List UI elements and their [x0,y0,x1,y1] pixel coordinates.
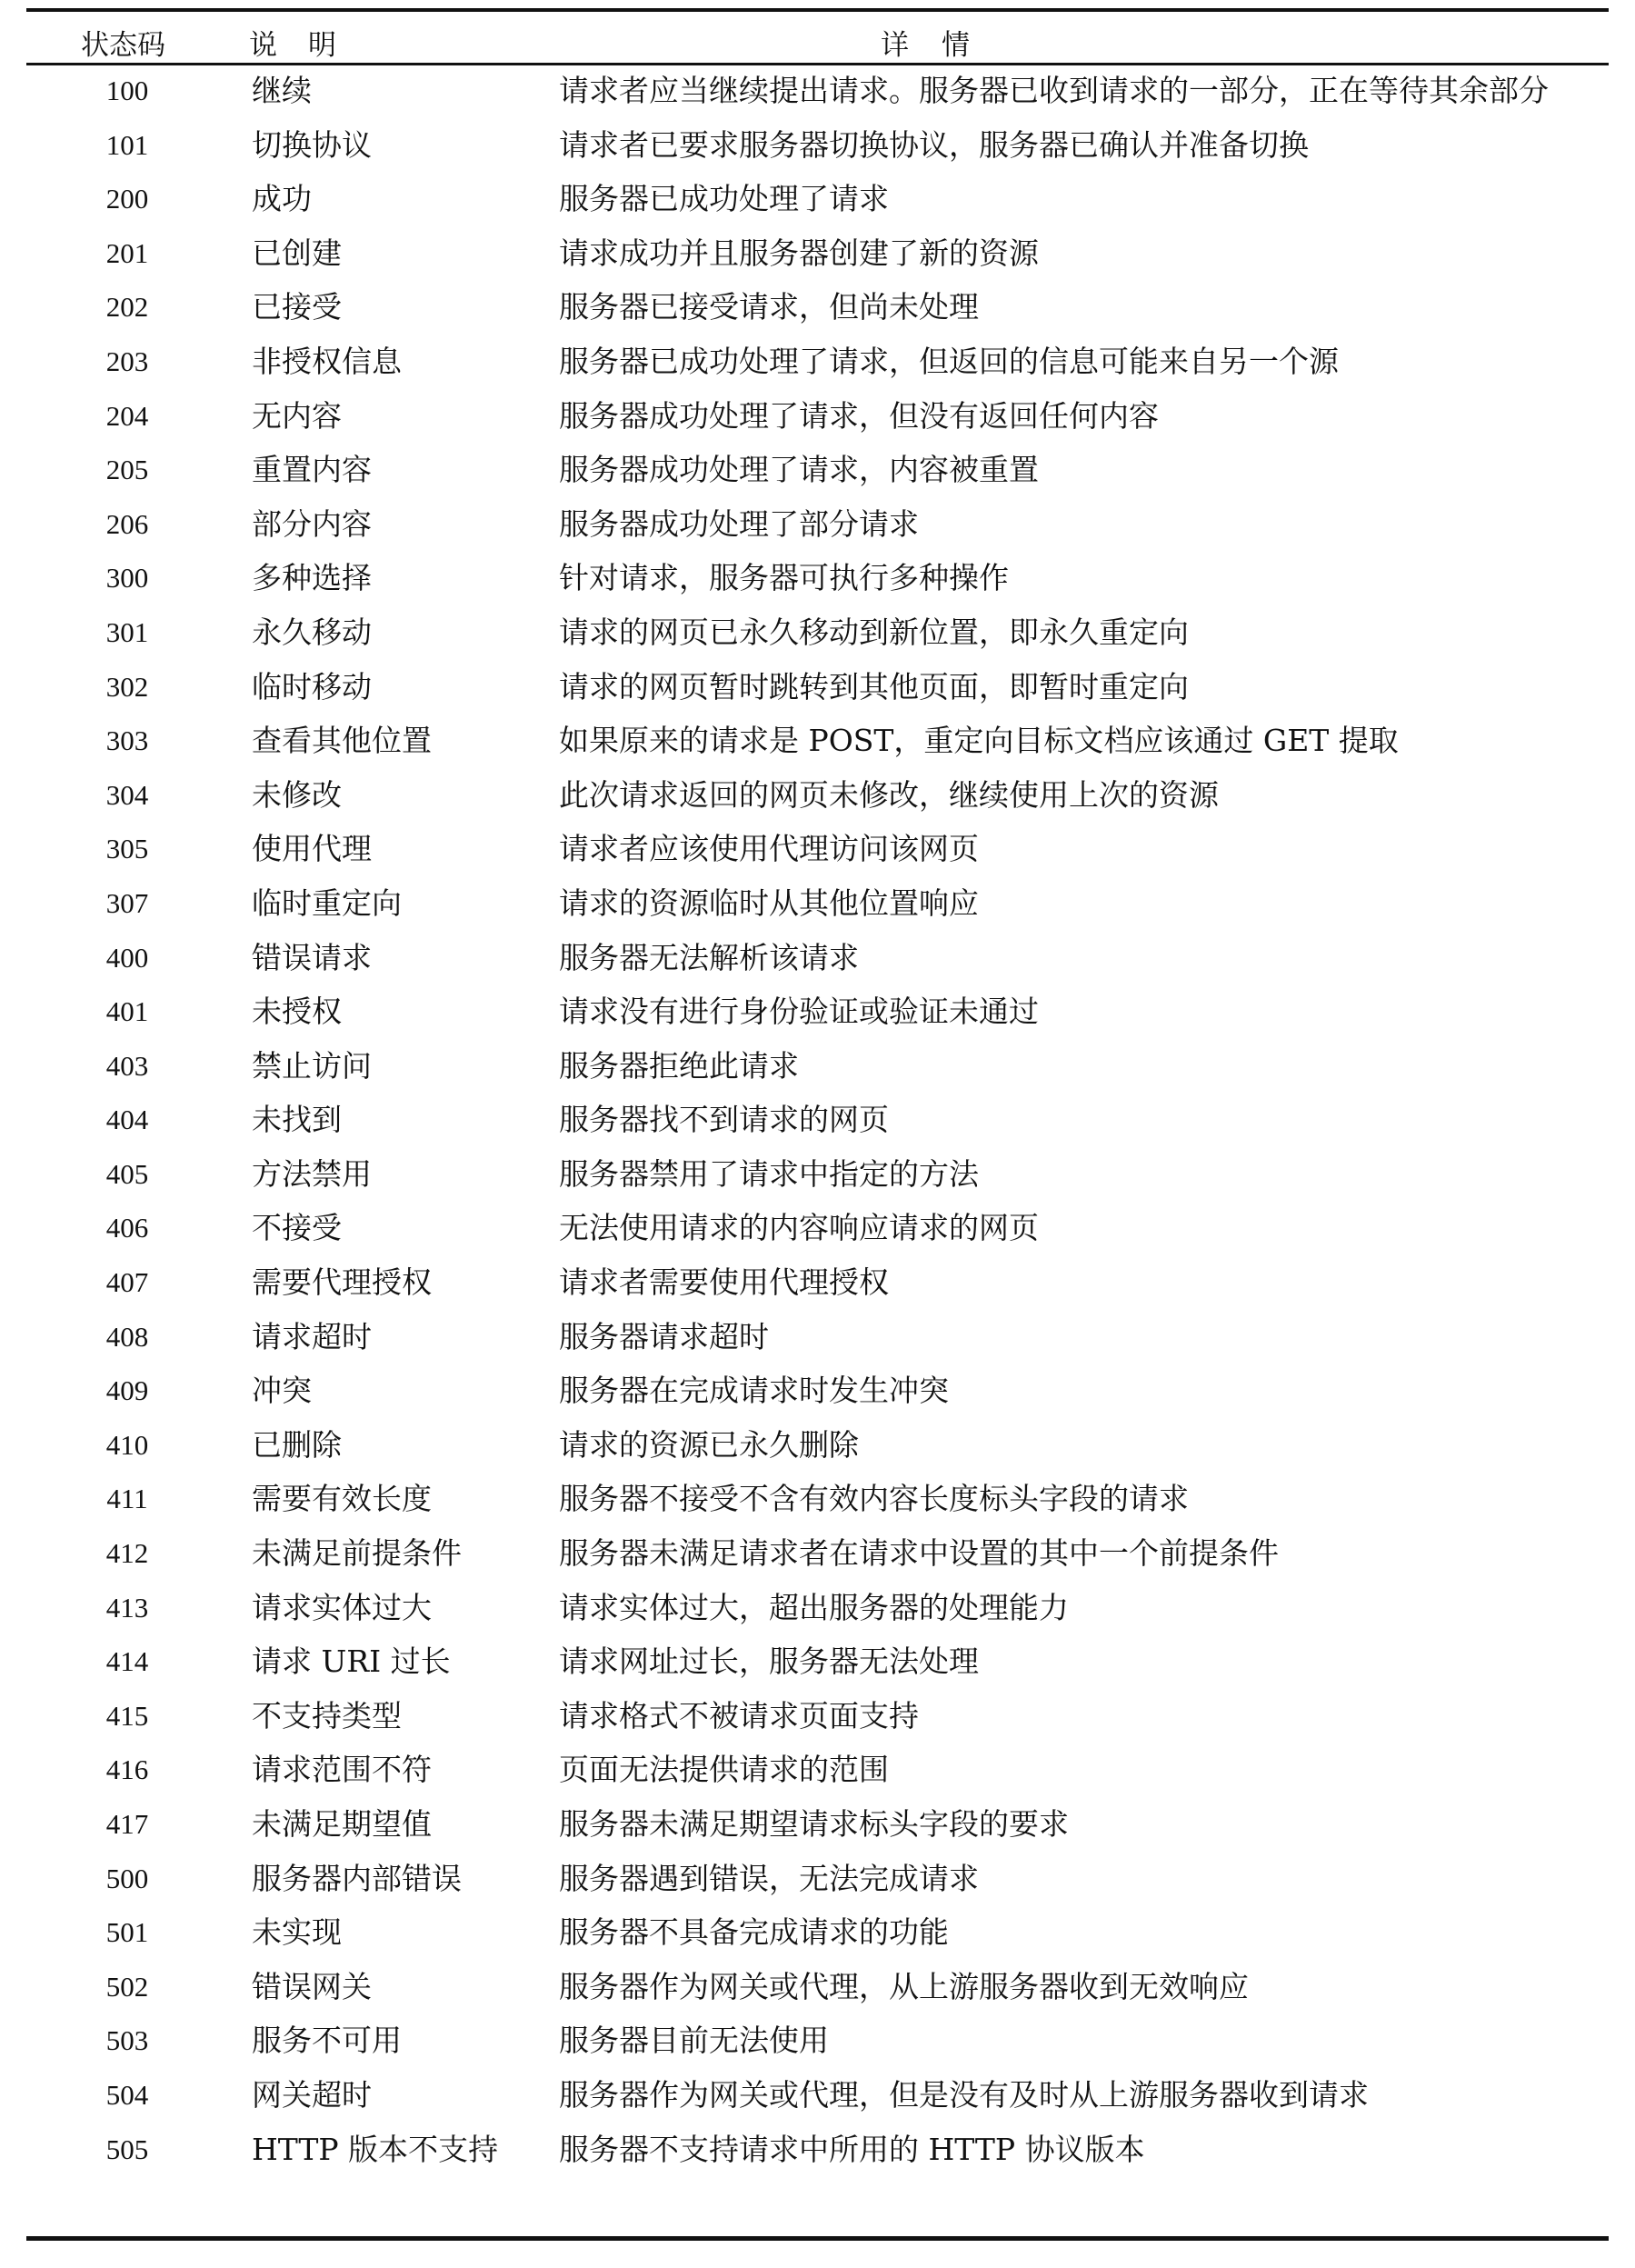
status-code-cell: 205 [105,454,149,486]
detail-cell: 服务器未满足期望请求标头字段的要求 [559,1806,1069,1842]
description-cell: 已接受 [252,289,342,325]
detail-cell: 请求者已要求服务器切换协议，服务器已确认并准备切换 [559,126,1309,163]
status-code-cell: 101 [105,128,149,161]
status-code-cell: 411 [106,1483,148,1515]
description-cell: 未满足期望值 [252,1806,432,1842]
status-code-cell: 206 [105,507,149,540]
table-row [26,609,1609,664]
detail-cell: 服务器已成功处理了请求，但返回的信息可能来自另一个源 [559,343,1339,379]
status-code-cell: 303 [105,724,149,757]
detail-cell: 请求没有进行身份验证或验证未通过 [559,994,1039,1030]
description-cell: 部分内容 [252,505,372,542]
table-row [26,1367,1609,1422]
status-code-cell: 202 [105,291,149,324]
status-code-cell: 400 [105,941,149,974]
table-body [26,67,1609,2180]
table-header [26,16,1609,62]
status-code-cell: 503 [105,2024,149,2057]
description-cell: 未授权 [252,994,342,1030]
status-code-cell: 417 [105,1808,149,1840]
detail-cell: 服务器找不到请求的网页 [559,1102,889,1138]
status-code-cell: 200 [105,183,149,215]
status-code-cell: 415 [105,1699,149,1732]
table-row [26,1963,1609,2018]
status-code-cell: 408 [105,1320,149,1353]
description-cell: 多种选择 [252,560,372,596]
table-row [26,1584,1609,1639]
description-cell: 未实现 [252,1914,342,1951]
status-code-cell: 500 [105,1862,149,1894]
status-code-cell: 413 [105,1591,149,1624]
table-row [26,1693,1609,1747]
description-cell: 未找到 [252,1102,342,1138]
table-row [26,1801,1609,1855]
table-row [26,555,1609,609]
description-cell: 请求超时 [252,1318,372,1354]
table-row [26,122,1609,176]
table-row [26,934,1609,989]
detail-cell: 服务器作为网关或代理，从上游服务器收到无效响应 [559,1968,1249,2004]
detail-cell: 服务器不支持请求中所用的 HTTP 协议版本 [559,2131,1145,2167]
detail-cell: 服务器不具备完成请求的功能 [559,1914,949,1951]
table-row [26,230,1609,285]
status-code-cell: 414 [105,1645,149,1678]
detail-cell: 请求实体过大，超出服务器的处理能力 [559,1589,1069,1625]
description-cell: 需要代理授权 [252,1264,432,1301]
detail-cell: 此次请求返回的网页未修改，继续使用上次的资源 [559,776,1219,813]
description-cell: 临时重定向 [252,884,402,921]
table-row [26,1096,1609,1151]
description-cell: 无内容 [252,397,342,434]
table-row [26,2072,1609,2126]
status-code-cell: 416 [105,1753,149,1786]
table-row [26,717,1609,772]
header-description: 说明 [249,29,367,62]
status-code-cell: 404 [105,1104,149,1136]
detail-cell: 服务器不接受不含有效内容长度标头字段的请求 [559,1481,1189,1517]
description-cell: 请求实体过大 [252,1589,432,1625]
detail-cell: 页面无法提供请求的范围 [559,1752,889,1788]
description-cell: 错误网关 [252,1968,372,2004]
description-cell: 错误请求 [252,939,372,975]
detail-cell: 如果原来的请求是 POST，重定向目标文档应该通过 GET 提取 [559,723,1399,759]
header-detail: 详情 [881,29,1002,62]
table-row [26,1314,1609,1368]
status-code-cell: 412 [105,1537,149,1570]
detail-cell: 请求的资源临时从其他位置响应 [559,884,979,921]
table-row [26,1259,1609,1314]
table-row [26,338,1609,393]
description-cell: HTTP 版本不支持 [252,2131,499,2167]
description-cell: 需要有效长度 [252,1481,432,1517]
table-row [26,880,1609,934]
detail-cell: 服务器在完成请求时发生冲突 [559,1373,949,1409]
status-code-cell: 307 [105,886,149,919]
description-cell: 成功 [252,181,312,217]
table-row [26,1043,1609,1097]
table-row [26,988,1609,1043]
status-code-cell: 504 [105,2078,149,2111]
description-cell: 冲突 [252,1373,312,1409]
table-row [26,1638,1609,1693]
description-cell: 未修改 [252,776,342,813]
description-cell: 禁止访问 [252,1047,372,1084]
table-row [26,501,1609,555]
detail-cell: 服务器成功处理了请求，但没有返回任何内容 [559,397,1159,434]
detail-cell: 服务器已接受请求，但尚未处理 [559,289,979,325]
description-cell: 不接受 [252,1210,342,1246]
description-cell: 请求 URI 过长 [252,1644,451,1680]
description-cell: 非授权信息 [252,343,402,379]
status-code-cell: 204 [105,399,149,432]
detail-cell: 服务器遇到错误，无法完成请求 [559,1860,979,1896]
detail-cell: 服务器无法解析该请求 [559,939,859,975]
status-code-cell: 304 [105,778,149,811]
description-cell: 服务不可用 [252,2023,402,2059]
description-cell: 不支持类型 [252,1697,402,1733]
description-cell: 未满足前提条件 [252,1535,462,1572]
status-code-cell: 201 [105,236,149,269]
table-row [26,1530,1609,1584]
description-cell: 重置内容 [252,452,372,488]
detail-cell: 服务器禁用了请求中指定的方法 [559,1155,979,1192]
detail-cell: 请求者应该使用代理访问该网页 [559,831,979,867]
status-code-cell: 403 [105,1049,149,1082]
description-cell: 查看其他位置 [252,723,432,759]
description-cell: 方法禁用 [252,1155,372,1192]
detail-cell: 请求者应当继续提出请求。服务器已收到请求的一部分，正在等待其余部分 [559,73,1549,108]
detail-cell: 服务器请求超时 [559,1318,769,1354]
status-code-cell: 405 [105,1157,149,1190]
table-row [26,393,1609,447]
status-code-cell: 501 [105,1916,149,1949]
description-cell: 切换协议 [252,126,372,163]
detail-cell: 服务器未满足请求者在请求中设置的其中一个前提条件 [559,1535,1279,1572]
table-row [26,1204,1609,1259]
table-row [26,664,1609,718]
status-code-cell: 407 [105,1266,149,1299]
table-bottom-rule [26,2236,1609,2241]
table-row [26,67,1609,122]
status-code-cell: 401 [105,995,149,1028]
status-code-cell: 302 [105,670,149,703]
description-cell: 使用代理 [252,831,372,867]
detail-cell: 服务器目前无法使用 [559,2023,829,2059]
description-cell: 已删除 [252,1426,342,1463]
table-row [26,175,1609,230]
table-row [26,825,1609,880]
table-row [26,1855,1609,1910]
detail-cell: 针对请求，服务器可执行多种操作 [559,560,1009,596]
status-code-cell: 305 [105,833,149,865]
detail-cell: 服务器成功处理了部分请求 [559,505,919,542]
description-cell: 临时移动 [252,668,372,704]
description-cell: 已创建 [252,235,342,271]
header-status-code: 状态码 [81,29,165,62]
status-code-cell: 100 [105,75,149,106]
detail-cell: 无法使用请求的内容响应请求的网页 [559,1210,1039,1246]
table-row [26,1746,1609,1801]
detail-cell: 请求的资源已永久删除 [559,1426,859,1463]
detail-cell: 请求网址过长，服务器无法处理 [559,1644,979,1680]
detail-cell: 请求成功并且服务器创建了新的资源 [559,235,1039,271]
table-top-rule [26,8,1609,12]
detail-cell: 请求的网页暂时跳转到其他页面，即暂时重定向 [559,668,1189,704]
status-code-cell: 410 [105,1428,149,1461]
detail-cell: 服务器已成功处理了请求 [559,181,889,217]
table-row [26,1475,1609,1530]
description-cell: 永久移动 [252,614,372,650]
status-code-cell: 203 [105,345,149,377]
status-code-cell: 301 [105,615,149,648]
table-row [26,1909,1609,1963]
status-code-cell: 300 [105,562,149,594]
table-row [26,446,1609,501]
description-cell: 继续 [252,73,312,108]
detail-cell: 服务器成功处理了请求，内容被重置 [559,452,1039,488]
detail-cell: 请求的网页已永久移动到新位置，即永久重定向 [559,614,1189,650]
table-row [26,772,1609,826]
detail-cell: 请求格式不被请求页面支持 [559,1697,919,1733]
status-code-cell: 409 [105,1374,149,1407]
detail-cell: 服务器拒绝此请求 [559,1047,799,1084]
table-row [26,284,1609,338]
status-code-cell: 406 [105,1212,149,1244]
detail-cell: 请求者需要使用代理授权 [559,1264,889,1301]
detail-cell: 服务器作为网关或代理，但是没有及时从上游服务器收到请求 [559,2076,1369,2113]
status-code-cell: 505 [105,2133,149,2165]
description-cell: 服务器内部错误 [252,1860,462,1896]
description-cell: 请求范围不符 [252,1752,432,1788]
table-row [26,2017,1609,2072]
table-row [26,1422,1609,1476]
table-row [26,2126,1609,2181]
description-cell: 网关超时 [252,2076,372,2113]
table-row [26,1151,1609,1205]
status-code-cell: 502 [105,1970,149,2003]
